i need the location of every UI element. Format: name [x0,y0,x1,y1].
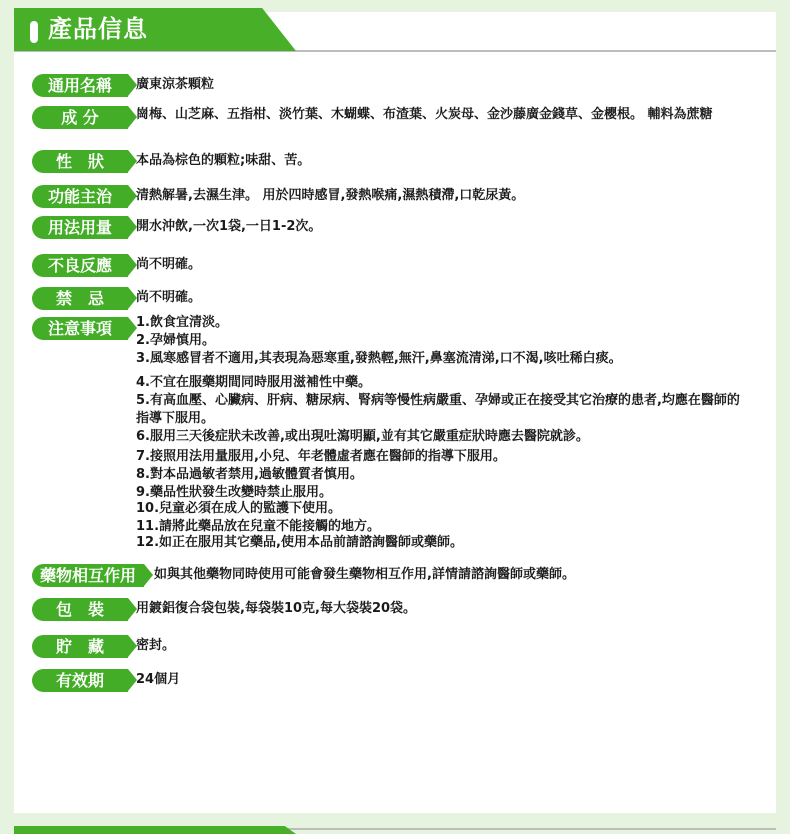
label-indications: 功能主治 [32,185,128,208]
page-title: 產品信息 [48,15,148,43]
label-precautions: 注意事項 [32,317,128,340]
label-appearance: 性 狀 [32,150,128,173]
label-contraindications: 禁 忌 [32,287,128,310]
value-expiry: 24個月 [136,672,181,687]
precaution-item: 8.對本品過敏者禁用,過敏體質者慎用。 [136,467,363,482]
label-expiry: 有效期 [32,669,128,692]
value-contraindications: 尚不明確。 [136,290,202,305]
precaution-item: 7.接照用法用量服用,小兒、年老體虛者應在醫師的指導下服用。 [136,449,506,464]
precaution-item: 3.風寒感冒者不適用,其表現為惡寒重,發熱輕,無汗,鼻塞流清涕,口不渴,咳吐稀白痰。 [136,351,622,366]
precaution-item: 10.兒童必須在成人的監護下使用。 [136,501,342,516]
label-generic-name: 通用名稱 [32,74,128,97]
label-drug-interactions: 藥物相互作用 [32,564,144,587]
value-generic-name: 廣東涼茶顆粒 [136,77,215,92]
precaution-item: 4.不宜在服藥期間同時服用滋補性中藥。 [136,375,371,390]
label-dosage: 用法用量 [32,216,128,239]
precaution-item: 2.孕婦慎用。 [136,333,215,348]
footer-tab [14,826,296,834]
value-appearance: 本品為棕色的顆粒;味甜、苦。 [136,153,311,168]
precaution-item: 6.服用三天後症狀未改善,或出現吐瀉明顯,並有其它嚴重症狀時應去醫院就診。 [136,429,589,444]
label-packaging: 包 裝 [32,598,128,621]
value-storage: 密封。 [136,638,176,653]
precaution-item: 5.有高血壓、心臟病、肝病、糖尿病、腎病等慢性病嚴重、孕婦或正在接受其它治療的患者,均應在醫師的指導下服用。 [136,393,740,426]
precaution-item: 1.飲食宜清淡。 [136,315,228,330]
label-ingredients: 成 分 [32,106,128,129]
value-packaging: 用鍍鋁復合袋包裝,每袋裝10克,每大袋裝20袋。 [136,601,417,616]
value-dosage: 開水沖飲,一次1袋,一日1-2次。 [136,219,322,234]
precaution-item: 11.請將此藥品放在兒童不能接觸的地方。 [136,519,381,534]
label-adverse-reactions: 不良反應 [32,254,128,277]
value-drug-interactions: 如與其他藥物同時使用可能會發生藥物相互作用,詳情請諮詢醫師或藥師。 [154,567,575,582]
label-storage: 貯 藏 [32,635,128,658]
precaution-item: 12.如正在服用其它藥品,使用本品前請諮詢醫師或藥師。 [136,535,463,550]
header-pill-icon [30,21,38,43]
value-ingredients: 崗梅、山芝麻、五指柑、淡竹葉、木蝴蝶、布渣葉、火炭母、金沙藤廣金錢草、金櫻根。 輔料為蔗糖 [136,107,713,122]
value-adverse-reactions: 尚不明確。 [136,257,202,272]
value-indications: 清熱解暑,去濕生津。 用於四時感冒,發熱喉痛,濕熱積滯,口乾尿黃。 [136,188,525,203]
precaution-item: 9.藥品性狀發生改變時禁止服用。 [136,485,332,500]
